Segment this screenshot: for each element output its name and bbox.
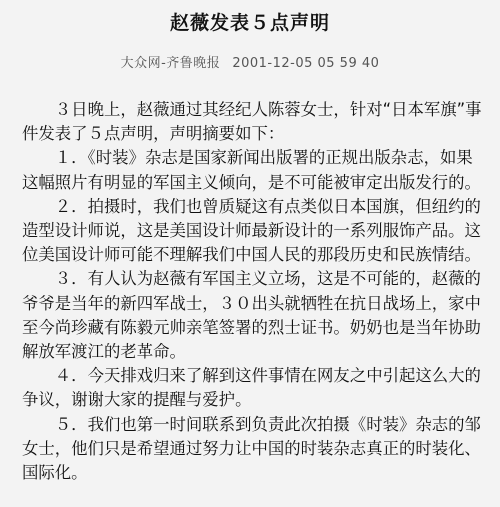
article-body [22,98,484,485]
article-paragraph: ４．今天排戏归来了解到这件事情在网友之中引起这么大的争议，谢谢大家的提醒与爱护。 [22,366,481,410]
article-meta [0,52,500,71]
article-paragraph: １．《时装》杂志是国家新闻出版署的正规出版杂志，如果这幅照片有明显的军国主义倾向，是不可能被审定出版发行的。 [22,148,481,192]
article-paragraph: ５．我们也第一时间联系到负责此次拍摄《时装》杂志的邹女士，他们只是希望通过努力让中国的时装杂志真正的时装化、国际化。 [22,414,481,483]
article-paragraph: ３日晚上，赵薇通过其经纪人陈蓉女士，针对“日本军旗”事件发表了５点声明，声明摘要如下： [22,100,482,144]
article-paragraph: ３．有人认为赵薇有军国主义立场，这是不可能的，赵薇的爷爷是当年的新四军战士，３０出头就牺牲在抗日战场上，家中至今尚珍藏有陈毅元帅亲笔签署的烈士证书。奶奶也是当年协助解放军渡江的老革命。 [22,269,481,362]
article-title: 赵薇发表５点声明 [169,12,330,34]
article-source: 大众网-齐鲁晚报 [120,56,221,71]
article-paragraph: ２．拍摄时，我们也曾质疑这有点类似日本国旗，但纽约的造型设计师说，这是美国设计师最新设计的一系列服饰产品。这位美国设计师可能不理解我们中国人民的那段历史和民族情结。 [22,196,481,265]
article-date: 2001-12-05 05 59 40 [232,56,380,71]
